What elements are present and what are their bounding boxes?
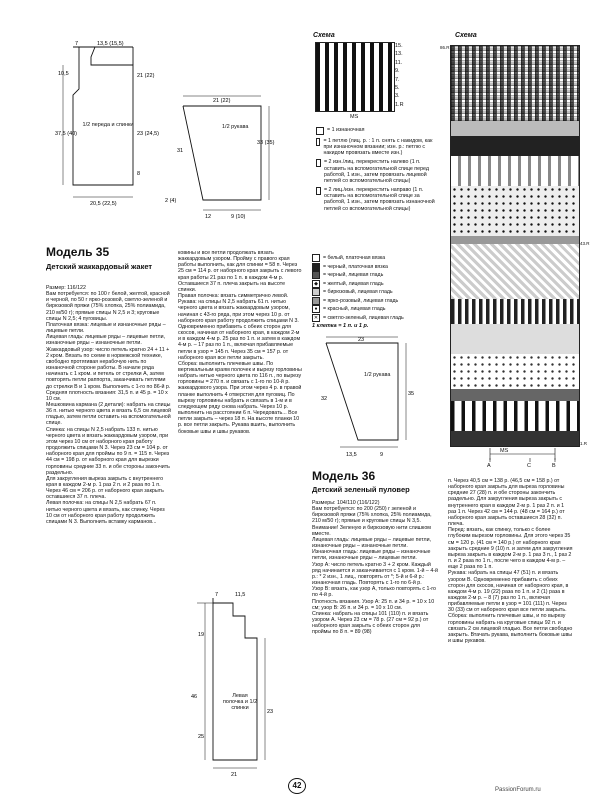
dim: 46 [191,694,198,700]
row-label: 13. [395,51,403,58]
page-number: 42 [288,778,306,794]
arrow-b: B [552,463,556,469]
dim: 21 [231,772,238,778]
model36-text-col2 [448,478,573,644]
arrow-c: C [527,463,531,469]
chart-band [451,156,579,186]
chart-band [451,244,579,299]
paragraph: Сборка: выполнить плечевые швы, и по вырезу горловины набрать на круговые спицы 92 п. и связать 2 см лицевой гладью. Все петли свободно закрыть. Втачать рукава, выполнить боковые швы и швы рукавов. [448,613,573,645]
paragraph: Размер: 116/122 [46,285,86,291]
paragraph: Вам потребуется: по 200 (250) г зеленой и бирюзовой пряжи (75% хлопка, 25% полиамида, 210 м/50 г); прямые и круговые спицы N 3,5. [312,506,432,525]
model36-subtitle: Детский зеленый пуловер [312,485,410,494]
dim: 37,5 (40) [55,131,78,137]
chart-band [451,121,579,136]
paragraph: ковины и все петли продолжать вязать жаккардовым узором. Пройму с правого края работы выполнить, как для спинки = 58 п. Через 25 см = 114 р. от наборного края закрыть с левого края работы 21 раз по 1 п. в каждом 4-м р. Оставшиеся 37 п. плеча закрыть на высоте спинки. [178,250,302,293]
turquoise-swatch [312,288,320,296]
pattern35-sleeve-label: 1/2 рукава [222,124,249,130]
slip-stitch-symbol-icon [316,138,320,146]
dim: 9 [380,452,384,458]
row-label: 9. [395,68,400,75]
dim: 31 [177,148,184,154]
legend-item: = 1 изнаночная [327,127,365,133]
paragraph: Узор А: число петель кратно 3 + 2 кром. Каждый ряд начинается и заканчивается с 1 кром. 1-й – 4-й р.: * 2 изн., 1 лиц., повторять от *; 5-й и 6-й р.: изнаночная гладь. Повторять с 1-го по 6-й р. [312,561,438,587]
dim: 32 [321,396,328,402]
dim: 9 (10) [231,214,246,220]
paragraph: Вам потребуется: по 100 г белой, желтой, красной и черной, по 50 г ярко-розовой, светло-зеленой и бирюзовой пряжи (75% хлопка, 25% полиамида, 210 м/50 г); прямые спицы N 2,5 и 3; круговые спицы N 2,5; 4 пуговицы. [46,291,170,322]
legend-item: = 2 лиц./изн. перекрестить направо (1 п. оставить на вспомогательной спице за работой, 1 изн., затем провязать изнаночной петлей со вспомогательной спицы) [323,187,435,212]
paragraph: Правая полочка: вязать симметрично левой. [178,293,289,300]
row-label: 43.R [580,241,590,246]
row-label: 86.R [440,45,450,50]
chart-band [451,324,579,354]
cross-right-symbol-icon [316,187,321,195]
paragraph: Рукава: набрать на спицы 47 (51) п. и вязать узором В. Одновременно прибавить с обеих сторон для скосов, начиная от наборного края, в каждом 4-м р. 19 (22) раза по 1 п. и 2 (1) раза в каждом 2-м р. – 8 (7) раз по 1 п., включая прибавляемые петли в узор = 101 (111) п. Через 30 (33) см от наборного края все петли закрыть. [448,570,569,614]
legend-item: = ярко-розовый, лицевая гладь [323,297,399,304]
legend-item: = белый, платочная вязка [323,255,386,261]
cross-left-symbol-icon [316,159,321,167]
dim: 23 (24,5) [137,131,160,137]
schema-top-ms: MS [350,114,359,120]
white-swatch [312,254,320,262]
pattern35-sleeve-diagram [165,92,280,222]
paragraph: Перед: вязать, как спинку, только с более глубоким вырезом горловины. Для этого через 35 см = 120 р. (41 см = 140 р.) от наборного края закрыть средние 9 (10) п. и затем для закругления выреза закрыть в каждом 2-м р. 1 раз 3 п., 1 раз 2 п. и 2 раза по 1 п., после чего в каждом 4-м р. – еще 2 раза по 1 п. [448,527,573,571]
arrow-a: A [487,463,491,469]
paragraph: Лицевая гладь: лицевые ряды – лицевые петли, изнаночные ряды – изнаночные петли. [46,334,166,347]
paragraph: Средняя плотность вязания: 31,5 п. и 45 р. = 10 х 10 см. [46,389,168,402]
paragraph: Для закругления выреза закрыть с внутреннего края в каждом 2-м р. 1 раз 2 п. и 2 раза по 1 п. Через 46 см = 206 р. от наборного края закрыть оставшиеся 37 п. плеча. [46,475,164,501]
chart-band [451,401,579,431]
chart-band [451,354,579,389]
legend-item: = желтый, лицевая гладь [323,280,384,287]
black-stockinette-swatch [312,271,320,279]
row-label: 5. [395,85,400,92]
legend-item: = бирюзовый, лицевая гладь [323,289,393,295]
row-label: 7. [395,76,400,83]
model35-text-col2 [178,250,302,435]
dim: 21 (22) [213,98,231,104]
green-swatch: ✕ [313,314,319,321]
schema-top-rows [395,42,404,109]
chart-band [451,136,579,156]
row-label: 1.R [395,101,404,108]
pattern36-sleeve-diagram [318,335,423,460]
paragraph: Жаккардовый узор: число петель кратно 24 + 11 + 2 кром. Вязать по схеме в норвежской технике, свободно протягивая нерабочую нить по изнаночной стороне работы. В начале ряда начинать с 1 кром. и петель от стрелки А, затем повторять петли раппорта, заканчивать петлями до стрелки В и 1 кром. Выполнить с 1-го по 86-й р. [46,346,171,390]
dim: 21 (22) [137,73,155,79]
legend-item: = красный, лицевая гладь [323,306,386,312]
legend-item: = 1 петлю (лиц. р. : 1 п. снять с накидом, как при изнаночном вязании; изн. р.: петлю с накидом провязать вместе изн.) [323,138,433,157]
chart-band [451,299,579,324]
pink-swatch [312,297,320,305]
model36-text-col1 [312,500,440,635]
paragraph: Лицевая гладь: лицевые ряды – лицевые петли, изнаночные ряды – изнаночные петли. [312,536,432,550]
dim: 11,5 [235,592,246,598]
model35-title: Модель 35 [46,245,110,259]
pattern36-body-label: Левая полочка и 1/2 спинки [222,693,258,711]
dim: 12 [205,214,212,220]
schema-top-legend [316,127,442,212]
chart-band [451,236,579,244]
dim: 8 [137,171,141,177]
chart-band [451,389,579,401]
paragraph: п. Через 40,5 см = 138 р. (46,5 см = 158 р.) от наборного края закрыть для выреза горловины средние 27 (28) п. и обе стороны закончить раздельно. Для закругления выреза закрыть с внутреннего края в каждом 2-м р. 1 раз 2 п. и 1 раз 1 п. Через 42 см = 144 р. (48 см = 164 р.) от наборного края закрыть оставшиеся 28 (32) п. плеча. [448,478,565,528]
row-label: 11. [395,59,403,66]
dim: 13,5 (15,5) [97,41,124,47]
dim: 23 [358,337,365,343]
pattern36-body-diagram [185,588,295,778]
model35-text-col1 [46,285,171,525]
model36-title: Модель 36 [312,469,376,483]
pattern36-sleeve-label: 1/2 рукава [364,372,391,378]
legend-item: = черный, лицевая гладь [323,272,384,278]
paragraph: Мешковина кармана (2 детали): набрать на спицы 36 п. нитью черного цвета и вязать 6,5 см лицевой гладью, затем петли оставить на вспомогательной спице. [46,401,171,427]
legend-item: = 2 изн./лиц. перекрестить налево (1 п. оставить на вспомогательной спице перед работой, 1 изн., затем провязать лицевой петлей со вспомогательной спицы) [323,159,429,184]
dim: 25 [198,734,205,740]
dim: 23 [267,709,274,715]
dim: 13,5 [346,452,357,458]
paragraph: Плотность вязания. Узор А: 25 п. и 34 р. = 10 х 10 см; узор В: 26 п. и 34 р. = 10 х 10 см. [312,598,435,611]
paragraph: Размеры: 104/110 (116/122) [312,500,380,506]
dim: 7 [215,592,219,598]
paragraph: Сборка: выполнить плечевые швы. По вертикальным краям полочек и вырезу горловины набрать нитью черного цвета по 116 п., по вырезу горловины = 270 п. и связать с 1-го по 10-й р. жаккардового узора. При этом через 4 р. в правой планке выполнить 4 отверстия для пуговиц. По вырезу горловины набрать и связать в 1-м и в следующем ряду снова набрать. Через 10 р. выполнить на расстоянии 6 п. Чередовать... Все петли закрыть – через 18 п. На высоте планки 10 р. все петли закрыть. Рукава вшить, выполнить боковые швы и швы рукавов. [178,360,302,435]
yellow-swatch: ◆ [312,280,320,288]
paragraph: Внимание! Зеленую и бирюзовую нити слишком вместе. [312,524,431,537]
paragraph: Изнаночная гладь: лицевые ряды – изнаночные петли, изнаночные ряды – лицевые петли. [312,549,431,562]
schema-right-ms: MS [500,448,509,454]
dim: 33 (35) [257,140,275,146]
schema-right-chart [450,45,580,447]
legend-item: = черный, платочная вязка [323,263,388,270]
row-label: 15. [395,43,403,49]
pattern35-body-label: 1/2 переда и спинки [82,122,134,128]
paragraph: Платочная вязка: лицевые и изнаночные ряды – лицевые петли. [46,321,166,335]
schema-top-chart [315,42,395,112]
paragraph: Рукава: на спицы N 2,5 набрать 61 п. нитью черного цвета и вязать жаккардовым узором, начиная с 43-го ряда, при этом через 10 р. от наборного края работу продолжить спицами N 3. Одновременно прибавить с обеих сторон для скосов, начиная от наборного края, в каждом 2-м и в каждом 4-м р. 25 раз по 1 п. и затем в каждом 4-м р. – 17 раз по 1 п., включая прибавляемые петли в узор = 145 п. Через 35 см = 157 р. от наборного края все петли закрыть. [178,299,301,361]
color-legend [312,254,432,329]
paragraph: Спинка: на спицы N 2,5 набрать 133 п. нитью черного цвета и вязать жаккардовым узором, при этом через 10 см от наборного края работу продолжить спицами N 3. Через 23 см = 104 р. от наборного края для проймы по 9 п. = 115 п. Через 44 см = 198 р. от наборного края для вырезки горловины средние 33 п. и обе стороны закончить раздельно. [46,426,170,476]
red-swatch: ● [312,305,320,313]
dim: 19 [198,632,205,638]
black-swatch [312,263,320,271]
paragraph: Спинка: набрать на спицы 101 (110) п. и вязать узором А. Через 23 см = 78 р. (27 см = 92 р.) от наборного края закрыть с обеих сторон для проймы по 8 п. = 89 (98) [312,610,429,636]
legend-item: = светло-зеленый, лицевая гладь [323,314,404,321]
watermark: PassionForum.ru [495,787,541,793]
row-label: 3. [395,93,400,100]
schema-top-label: Схема [313,32,335,39]
purl-symbol-icon [316,127,324,135]
paragraph: Узор В: вязать, как узор А, только повторять с 1-го по 4-й р. [312,586,436,599]
dim: 35 [408,391,415,397]
chart-band [451,46,579,121]
schema-right-label: Схема [455,32,477,39]
model35-subtitle: Детский жаккардовый жакет [46,262,153,271]
chart-band [451,431,579,446]
legend-footnote: 1 клетка = 1 п. и 1 р. [312,323,369,329]
row-label: 1.R [580,441,588,446]
chart-band [451,186,579,236]
dim: 20,5 (22,5) [90,201,117,207]
dim: 10,5 [58,71,69,77]
paragraph: Левая полочка: на спицы N 2,5 набрать 67 п. нитью черного цвета и вязать, как спинку. Через 10 см от наборного края работу продолжить спицами N 3. Выполнить вставку карманов... [46,500,165,525]
dim: 7 [75,41,79,47]
dim: 2 (4) [165,198,177,204]
